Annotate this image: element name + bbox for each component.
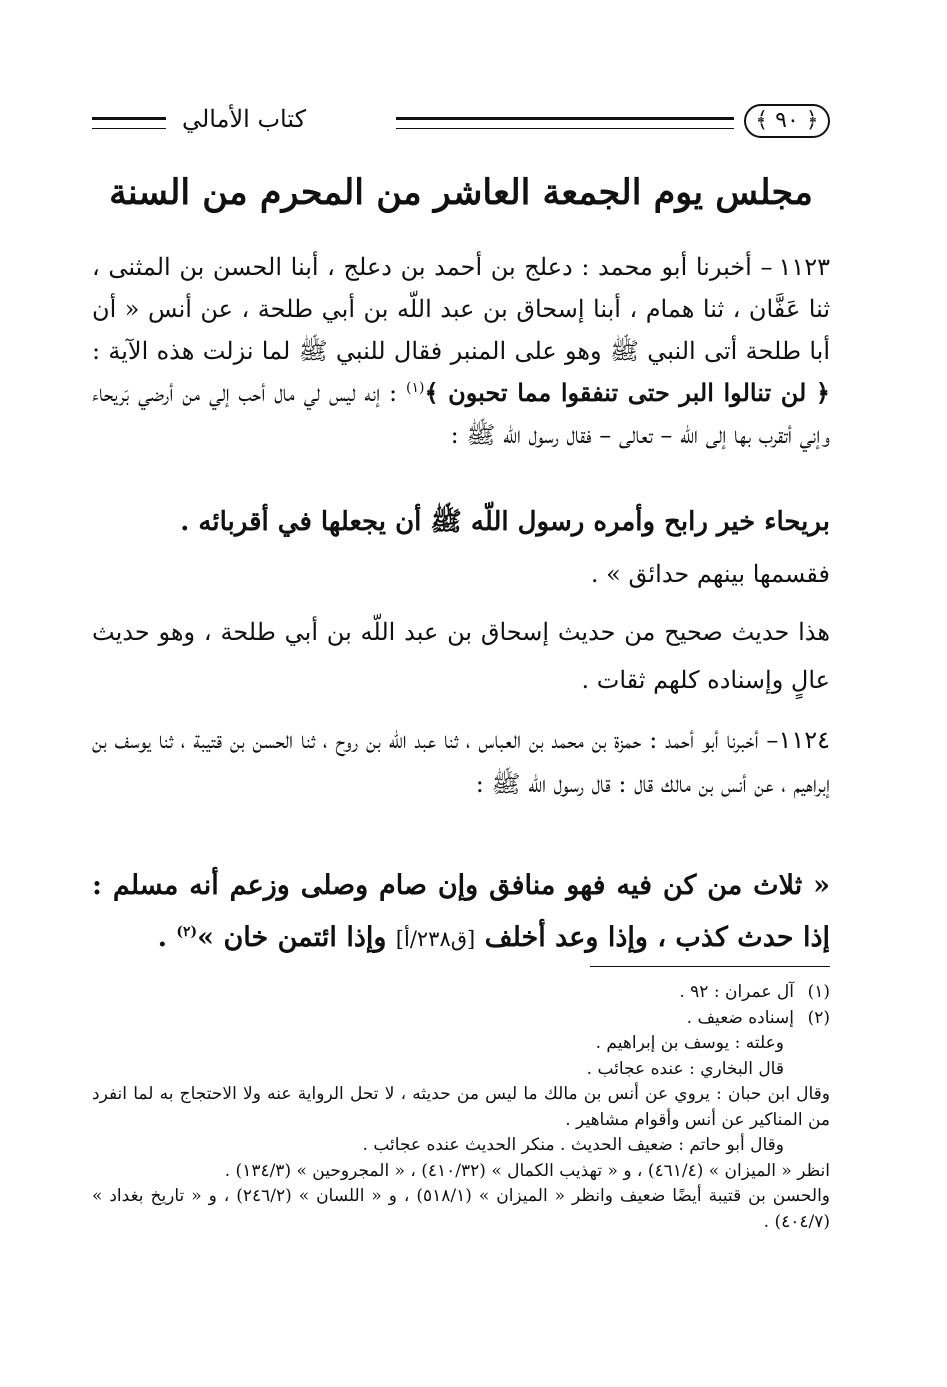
footnote-line: انظر « الميزان » (٤٦١/٤) ، و « تهذيب الكمال » (٤١٠/٣٢) ، « المجروحين » (١٣٤/٣) . bbox=[224, 1160, 830, 1181]
footnote-ref-2: (٢) bbox=[176, 924, 198, 940]
header-rule bbox=[396, 117, 734, 129]
footnote-1 bbox=[92, 980, 830, 1006]
footnote-number: (١) bbox=[807, 982, 830, 1002]
hadith-1123-text bbox=[92, 246, 830, 456]
footnote-2 bbox=[92, 1006, 830, 1032]
hadith-isnad: – أخبرنا أبو محمد : دعلج بن أحمد بن دعلج ، أبنا الحسن بن المثنى ، ثنا عَفَّان ، ثنا همام ، أبنا إسحاق بن عبد اللّه بن أبي طلحة ، عن أنس « أن أبا طلحة أتى النبي ﷺ وهو على المنبر فقال للنبي ﷺ لما نزلت هذه الآية : bbox=[92, 253, 830, 365]
book-title: كتاب الأمالي bbox=[181, 105, 307, 133]
footnote-divider bbox=[590, 966, 830, 967]
quote-end: . bbox=[157, 922, 167, 953]
prophetic-quote: بريحاء خير رابح وأمره رسول اللّه ﷺ أن يجعلها في أقربائه . bbox=[180, 507, 830, 537]
running-header bbox=[92, 100, 830, 144]
hadith-grade: هذا حديث صحيح من حديث إسحاق بن عبد اللّه بن أبي طلحة ، وهو حديث عالٍ وإسناده كلهم ثقات . bbox=[92, 618, 830, 694]
quote-end: فقسمها بينهم حدائق » . bbox=[590, 560, 830, 588]
hadith-number: ١١٢٤ bbox=[778, 726, 830, 754]
hadith-isnad: – أخبرنا أبو أحمد : حمزة بن محمد بن العباس ، ثنا عبد اللّه بن روح ، ثنا الحسن بن قتيبة ، ثنا يوسف بن إبراهيم ، عن أنس بن مالك قال : قال رسول اللّه ﷺ : bbox=[92, 726, 830, 798]
header-rule-end bbox=[92, 117, 166, 129]
footnote-ref-1: (١) bbox=[406, 380, 425, 396]
quran-verse: ﴿ لن تنالوا البر حتى تنفقوا مما تحبون ﴾ bbox=[424, 378, 830, 407]
footnote-text: إسناده ضعيف . bbox=[686, 1007, 794, 1028]
footnote-line: وقال ابن حبان : يروي عن أنس بن مالك ما ليس من حديثه ، لا تحل الرواية عنه ولا الاحتجاج به لما انفرد من المناكير عن أنس وأقوام مشاهير . bbox=[92, 1084, 830, 1130]
session-title: مجلس يوم الجمعة العاشر من المحرم من السنة bbox=[109, 172, 813, 213]
quote-part-b: وإذا ائتمن خان » bbox=[197, 922, 387, 953]
hadith-matn: : إنه ليس لي مال أحب إلي من أرضي بَريحاء وإني أتقرب بها إلى اللّه – تعالى – فقال رسول اللّه ﷺ : bbox=[92, 379, 830, 449]
manuscript-ref: [ق٢٣٨/أ] bbox=[395, 927, 476, 951]
page-number: ﴿ ٩٠ ﴾ bbox=[744, 104, 830, 138]
footnote-text: آل عمران : ٩٢ . bbox=[679, 982, 794, 1002]
hadith-number: ١١٢٣ bbox=[778, 253, 830, 281]
footnotes bbox=[92, 980, 830, 1235]
quote-part-a: « ثلاث من كن فيه فهو منافق وإن صام وصلى وزعم أنه مسلم : إذا حدث كذب ، وإذا وعد أخلف bbox=[92, 870, 830, 953]
footnote-line: والحسن بن قتيبة أيضًا ضعيف وانظر « الميزان » (٥١٨/١) ، و « اللسان » (٢٤٦/٢) ، و « تاريخ بغداد » (٤٠٤/٧) . bbox=[92, 1186, 830, 1232]
footnote-line: وقال أبو حاتم : ضعيف الحديث . منكر الحديث عنده عجائب . bbox=[362, 1135, 784, 1155]
footnote-number: (٢) bbox=[807, 1007, 830, 1028]
hadith-1124-quote bbox=[92, 860, 830, 965]
hadith-1124-text bbox=[92, 718, 830, 806]
footnote-line: قال البخاري : عنده عجائب . bbox=[586, 1058, 784, 1079]
footnote-line: وعلته : يوسف بن إبراهيم . bbox=[595, 1033, 784, 1053]
